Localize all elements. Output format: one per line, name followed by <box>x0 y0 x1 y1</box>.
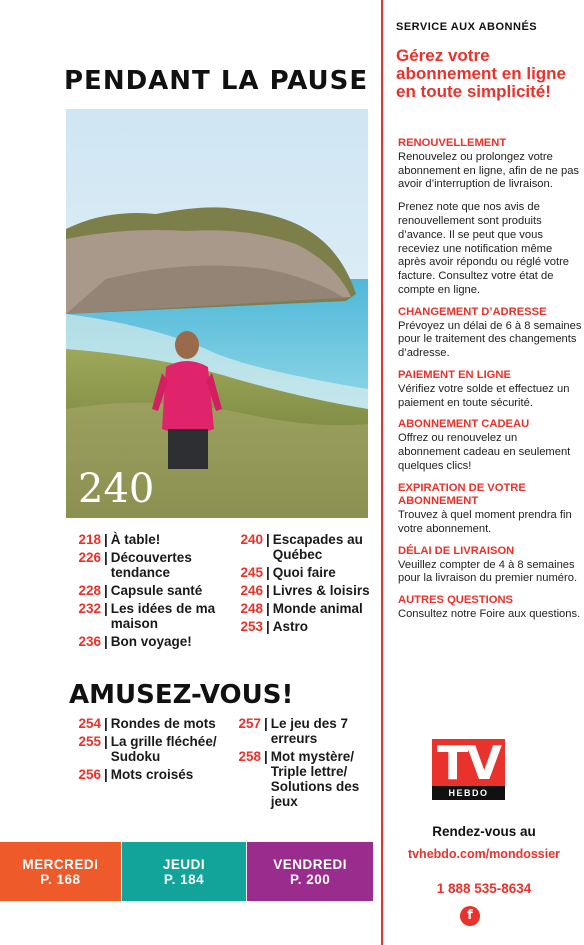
toc-column-4 <box>233 716 378 812</box>
toc-page-number: 257 <box>238 716 261 731</box>
toc-page-number: 256 <box>78 767 101 782</box>
day-page: P. 184 <box>163 871 205 887</box>
section-text: Prenez note que nos avis de renouvellement sont produits d’avance. Il se peut que vous receviez une notification même après avoir répondu ou réglé votre facture. Consultez votre état de compte en ligne. <box>398 201 570 296</box>
phone-number[interactable]: 1 888 535-8634 <box>436 881 532 896</box>
toc-page-number: 218 <box>78 532 101 547</box>
section-heading: RENOUVELLEMENT <box>398 137 507 149</box>
subscriber-service-sidebar <box>384 0 584 945</box>
toc-page-number: 236 <box>78 634 101 649</box>
section-delai <box>398 545 582 586</box>
toc-separator: | <box>104 734 108 749</box>
toc-label: Livres & loisirs <box>272 583 370 598</box>
toc-page-number: 226 <box>78 550 101 565</box>
toc-separator: | <box>266 532 270 547</box>
toc-label: Astro <box>272 619 309 634</box>
section-heading: DÉLAI DE LIVRAISON <box>398 544 515 557</box>
toc-page-number: 248 <box>240 601 263 616</box>
day-name: VENDREDI <box>273 856 348 872</box>
rendez-vous-text: Rendez-vous au <box>432 824 536 839</box>
facebook-icon[interactable]: f <box>460 906 480 926</box>
toc-item[interactable] <box>233 749 378 809</box>
section-heading: CHANGEMENT D’ADRESSE <box>398 305 547 318</box>
day-box-wednesday[interactable] <box>0 842 121 901</box>
toc-item[interactable] <box>232 565 377 580</box>
section-text: Offrez ou renouvelez un abonnement cadeau en seulement quelques clics! <box>398 432 571 472</box>
toc-separator: | <box>104 550 108 565</box>
section-title-amusez: AMUSEZ-VOUS! <box>69 680 294 710</box>
toc-separator: | <box>264 749 268 764</box>
toc-label: À table! <box>110 532 161 547</box>
day-page: P. 200 <box>290 871 331 887</box>
toc-page-number: 245 <box>240 565 263 580</box>
section-title-pause: PENDANT LA PAUSE <box>64 66 369 96</box>
toc-label: Bon voyage! <box>110 634 192 649</box>
tv-hebdo-logo <box>432 736 505 800</box>
section-text: Renouvelez ou prolongez votre abonnement en ligne, afin de ne pas avoir d’interruption de livraison. <box>398 150 580 191</box>
column-divider <box>381 0 383 945</box>
sidebar-sections <box>398 137 582 630</box>
toc-label: Mot mystère/ Triple lettre/ Solutions des jeux <box>270 749 360 809</box>
logo-subtext: HEBDO <box>432 786 505 800</box>
section-text: Veuillez compter de 4 à 8 semaines pour la livraison du premier numéro. <box>398 558 578 585</box>
section-cadeau <box>398 418 582 473</box>
sidebar-headline: Gérez votre abonnement en ligne en toute simplicité! <box>396 46 567 101</box>
toc-separator: | <box>266 583 270 598</box>
toc-label: Mots croisés <box>110 767 194 782</box>
toc-item[interactable] <box>72 583 232 598</box>
toc-page-number: 255 <box>78 734 101 749</box>
toc-item[interactable] <box>72 601 232 631</box>
coastal-landscape-image <box>66 109 368 518</box>
day-box-thursday[interactable] <box>122 842 247 901</box>
toc-item[interactable] <box>232 619 377 634</box>
toc-label: Rondes de mots <box>110 716 216 731</box>
day-name: MERCREDI <box>22 856 99 872</box>
toc-item[interactable] <box>232 532 377 562</box>
days-bar <box>0 842 373 901</box>
section-paiement <box>398 369 582 410</box>
toc-label: Quoi faire <box>272 565 336 580</box>
toc-label: Monde animal <box>272 601 363 616</box>
toc-item[interactable] <box>232 601 377 616</box>
section-text: Prévoyez un délai de 6 à 8 semaines pour le traitement des changements d’adresse. <box>398 319 582 360</box>
toc-separator: | <box>266 565 270 580</box>
section-changement-adresse <box>398 306 582 361</box>
section-text: Trouvez à quel moment prendra fin votre abonnement. <box>398 509 572 535</box>
section-text: Consultez notre Foire aux questions. <box>398 607 581 620</box>
toc-item[interactable] <box>71 734 233 764</box>
toc-separator: | <box>104 601 108 616</box>
toc-label: Escapades au Québec <box>272 532 363 562</box>
toc-page-number: 228 <box>78 583 101 598</box>
toc-label: Les idées de ma maison <box>110 601 216 631</box>
toc-item[interactable] <box>72 532 232 547</box>
toc-item[interactable] <box>232 583 377 598</box>
section-questions <box>398 594 582 622</box>
section-text: Vérifiez votre solde et effectuez un paiement en toute sécurité. <box>398 382 570 409</box>
toc-page-number: 254 <box>78 716 101 731</box>
toc-item[interactable] <box>72 634 232 649</box>
section-renouvellement <box>398 137 582 298</box>
section-heading: ABONNEMENT CADEAU <box>398 418 530 431</box>
day-page: P. 168 <box>40 871 81 887</box>
section-heading: EXPIRATION DE VOTRE ABONNEMENT <box>398 481 526 508</box>
toc-item[interactable] <box>71 767 233 782</box>
toc-page-number: 240 <box>240 532 263 547</box>
toc-label: Capsule santé <box>110 583 203 598</box>
section-heading: PAIEMENT EN LIGNE <box>398 368 511 381</box>
section-expiration <box>398 482 582 537</box>
toc-separator: | <box>104 532 108 547</box>
toc-page-number: 246 <box>240 583 263 598</box>
toc-separator: | <box>104 767 108 782</box>
toc-separator: | <box>104 634 108 649</box>
toc-page-number: 253 <box>240 619 263 634</box>
logo-text: TV <box>437 736 500 790</box>
toc-separator: | <box>266 619 270 634</box>
day-name: JEUDI <box>162 856 206 872</box>
cover-photo <box>66 109 368 518</box>
toc-item[interactable] <box>233 716 378 746</box>
toc-separator: | <box>104 716 108 731</box>
toc-label: Le jeu des 7 erreurs <box>270 716 349 746</box>
toc-separator: | <box>104 583 108 598</box>
toc-item[interactable] <box>72 550 232 580</box>
sidebar-title: SERVICE AUX ABONNÉS <box>396 21 538 33</box>
toc-separator: | <box>266 601 270 616</box>
toc-separator: | <box>264 716 268 731</box>
photo-page-number: 240 <box>78 466 155 512</box>
toc-column-1 <box>72 532 232 652</box>
toc-label: La grille fléchée/ Sudoku <box>110 734 217 764</box>
day-box-friday[interactable] <box>247 842 373 901</box>
toc-column-3 <box>71 716 233 785</box>
toc-column-2 <box>232 532 377 637</box>
toc-item[interactable] <box>71 716 233 731</box>
toc-label: Découvertes tendance <box>110 550 192 580</box>
toc-page-number: 232 <box>78 601 101 616</box>
toc-page-number: 258 <box>238 749 261 764</box>
website-link[interactable]: tvhebdo.com/mondossier <box>407 847 561 861</box>
section-heading: AUTRES QUESTIONS <box>398 594 513 607</box>
